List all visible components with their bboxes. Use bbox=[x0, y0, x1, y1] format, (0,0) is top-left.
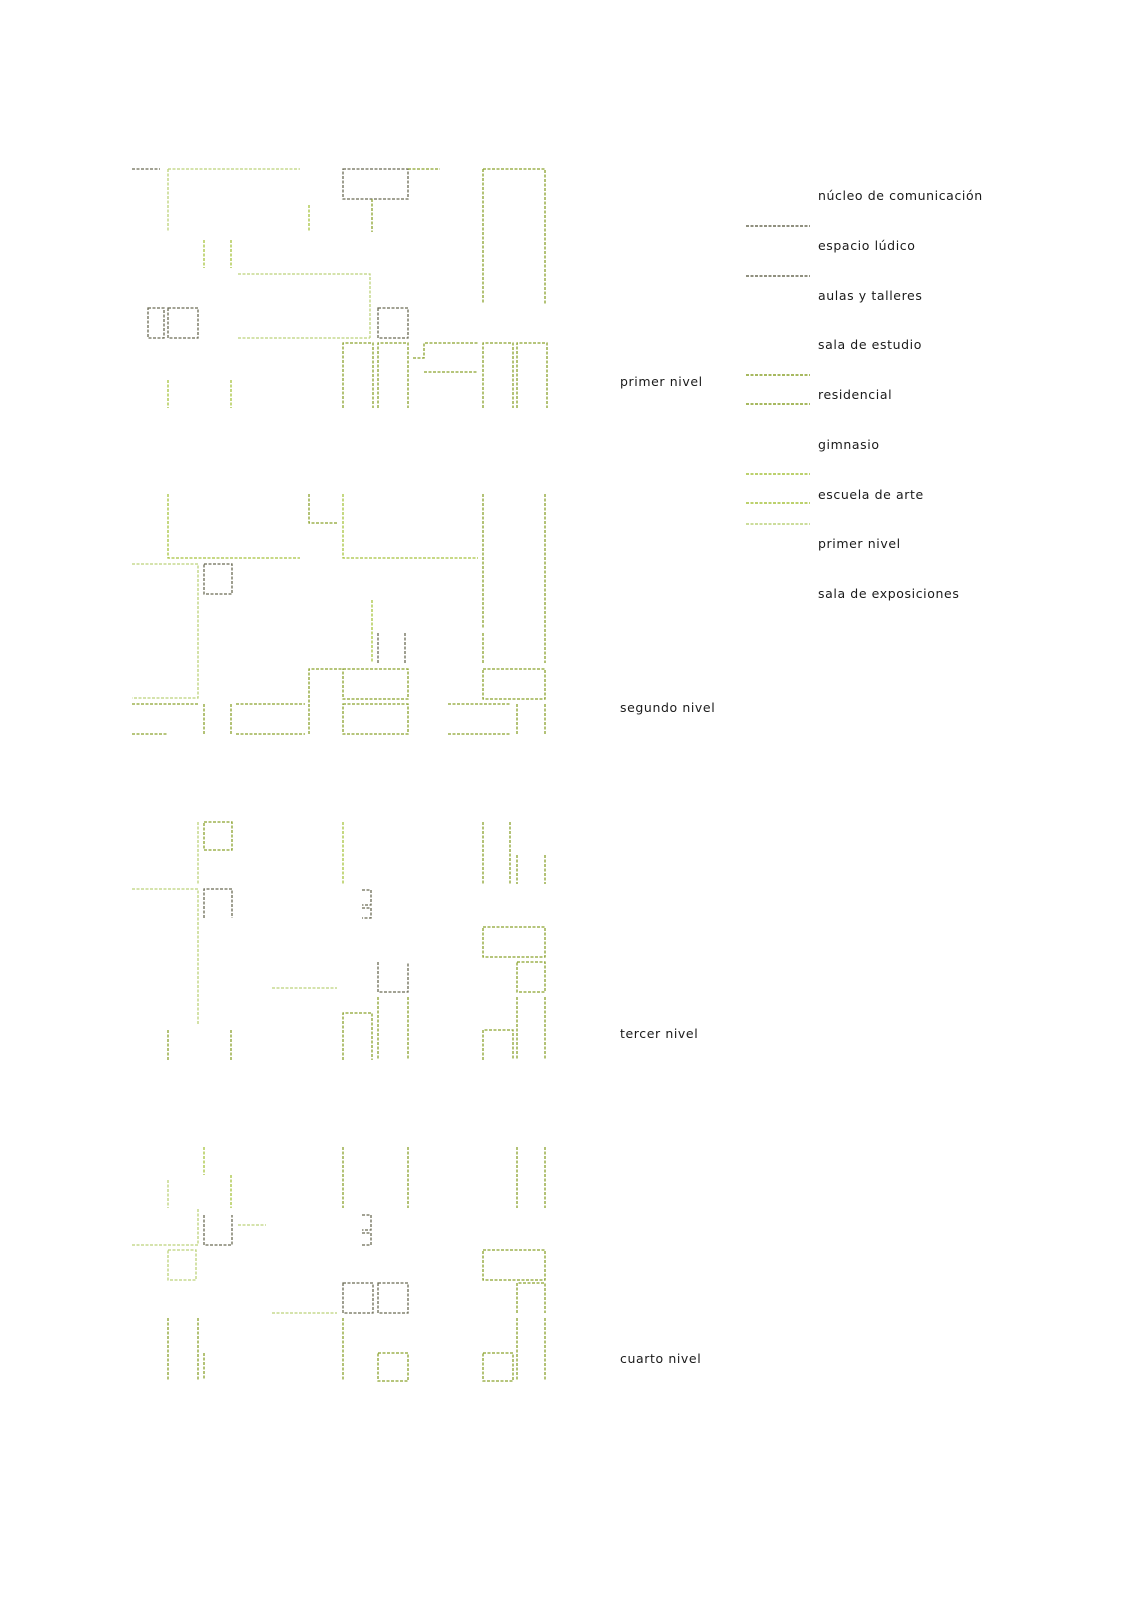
plan-level-4 bbox=[132, 1147, 545, 1381]
plan-level-2 bbox=[132, 494, 545, 734]
plan-level-4-pale bbox=[132, 1180, 337, 1313]
plan-level-1-olive bbox=[343, 169, 547, 408]
plan-level-4-lime bbox=[204, 1147, 231, 1208]
plan-level-3-pale bbox=[132, 822, 337, 1025]
plan-level-2-dark bbox=[204, 564, 405, 663]
legend-label-residencial: residencial bbox=[818, 387, 893, 402]
legend-label-exposiciones: sala de exposiciones bbox=[818, 586, 960, 601]
level-label-4: cuarto nivel bbox=[620, 1351, 702, 1366]
level-label-1: primer nivel bbox=[620, 374, 703, 389]
level-label-3: tercer nivel bbox=[620, 1026, 699, 1041]
legend-label-aulas: aulas y talleres bbox=[818, 288, 923, 303]
plan-level-2-lime bbox=[168, 494, 478, 663]
legend-label-estudio: sala de estudio bbox=[818, 337, 922, 352]
legend-label-ludico: espacio lúdico bbox=[818, 238, 916, 253]
legend-label-primer: primer nivel bbox=[818, 536, 901, 551]
plan-level-1 bbox=[132, 169, 547, 408]
plan-level-1-pale bbox=[168, 169, 370, 338]
legend bbox=[746, 188, 983, 601]
legend-label-gimnasio: gimnasio bbox=[818, 437, 880, 452]
plan-level-2-pale bbox=[132, 564, 198, 698]
level-label-2: segundo nivel bbox=[620, 700, 716, 715]
legend-label-arte: escuela de arte bbox=[818, 487, 924, 502]
plan-level-4-dark bbox=[204, 1215, 408, 1313]
plan-level-4-olive bbox=[168, 1147, 545, 1381]
legend-label-nucleo: núcleo de comunicación bbox=[818, 188, 983, 203]
plan-level-1-lime bbox=[168, 205, 309, 408]
plan-level-3-olive bbox=[168, 822, 545, 1060]
plan-level-1-dark bbox=[132, 169, 408, 338]
plan-level-3 bbox=[132, 822, 545, 1060]
plan-level-3-dark bbox=[204, 889, 408, 992]
